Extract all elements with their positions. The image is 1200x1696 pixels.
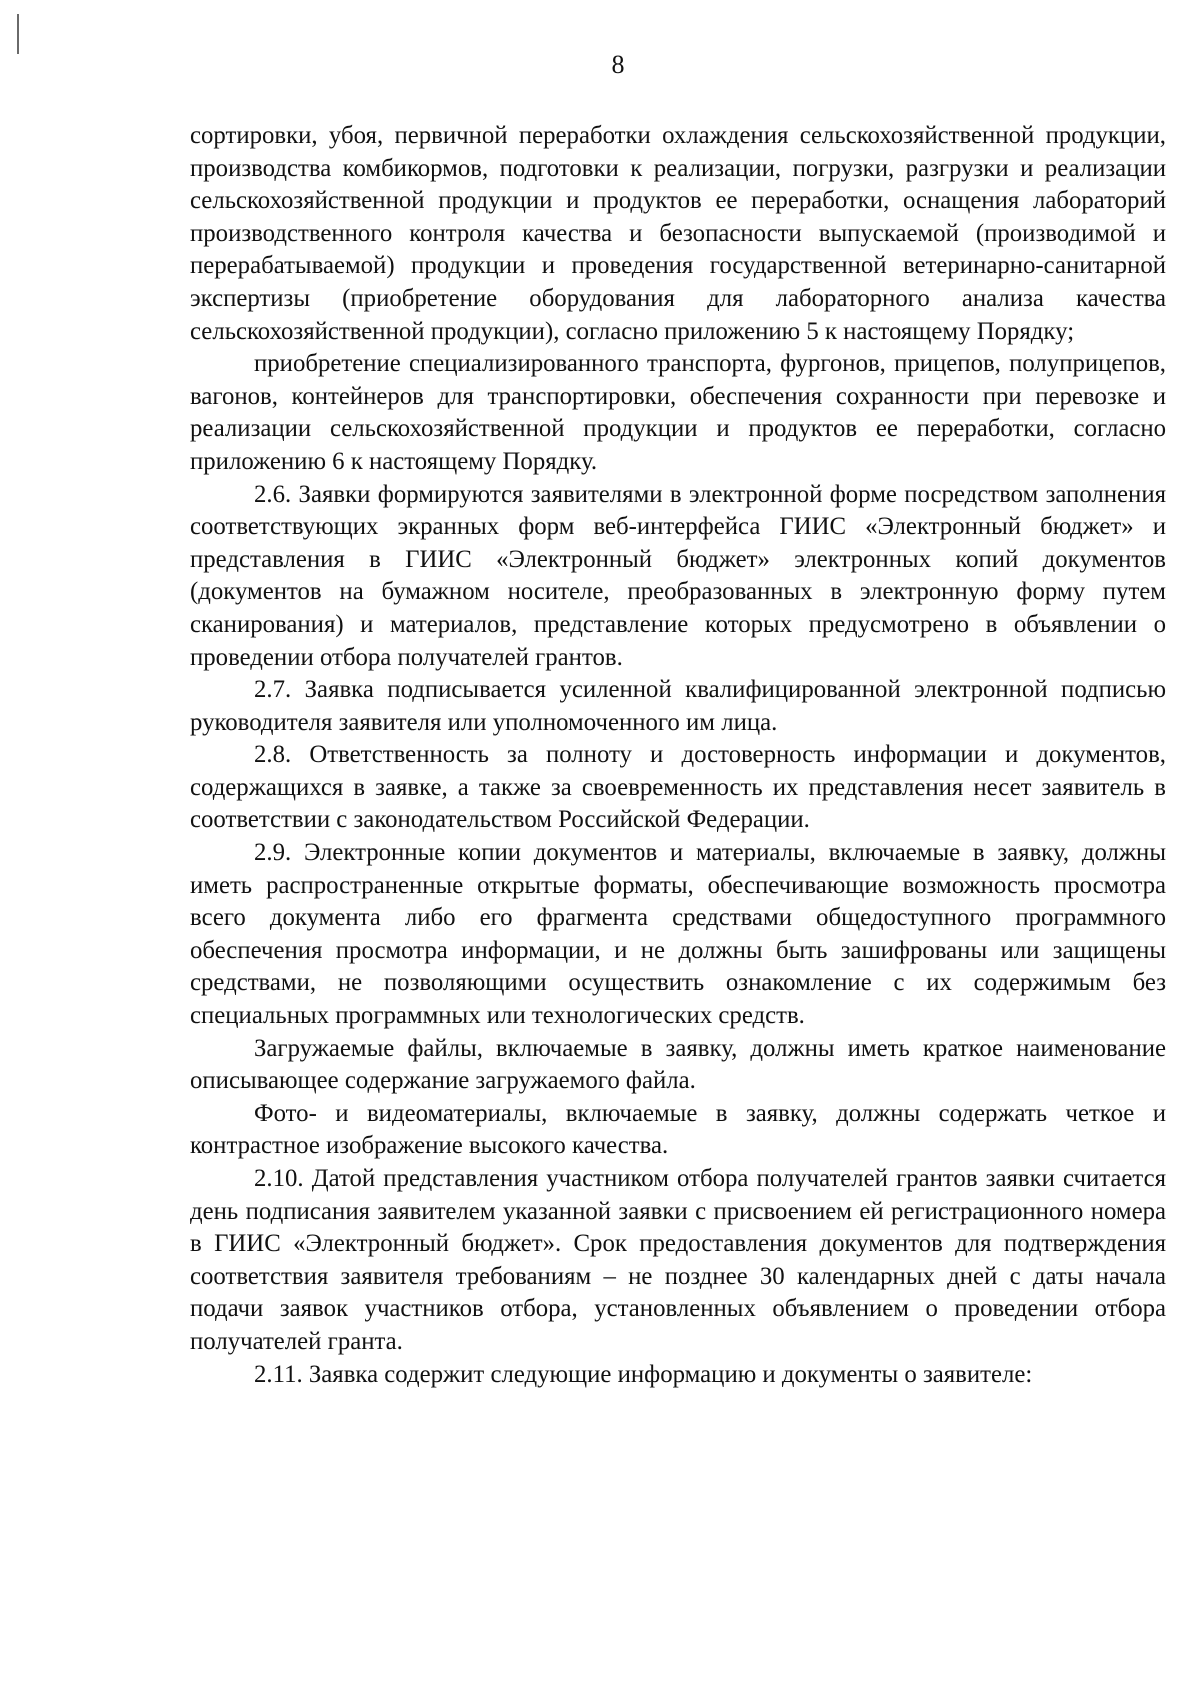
- paragraph-2-11: 2.11. Заявка содержит следующие информацию и документы о заявителе:: [254, 1360, 1033, 1388]
- paragraph-2-6: 2.6. Заявки формируются заявителями в электронной форме посредством заполнения соответствующих экранных форм веб-интерфейса ГИИС «Электронный бюджет» и представления в ГИИС «Электронный бюджет» электронных копий документов (документов на бумажном носителе, преобразованных в электронную форму путем сканирования) и материалов, представление которых предусмотрено в объявлении о проведении отбора получателей грантов.: [190, 480, 1166, 671]
- document-body: [190, 120, 1166, 1391]
- paragraph-continuation: сортировки, убоя, первичной переработки охлаждения сельскохозяйственной продукции, производства комбикормов, подготовки к реализации, погрузки, разгрузки и реализации сельскохозяйственной продукции и продуктов ее переработки, оснащения лабораторий производственного контроля качества и безопасности выпускаемой (производимой и перерабатываемой) продукции и проведения государственной ветеринарно-санитарной экспертизы (приобретение оборудования для лабораторного анализа качества сельскохозяйственной продукции), согласно приложению 5 к настоящему Порядку;: [190, 122, 1166, 345]
- paragraph-photo-video: Фото- и видеоматериалы, включаемые в заявку, должны содержать четкое и контрастное изображение высокого качества.: [190, 1099, 1166, 1160]
- paragraph-2-7: 2.7. Заявка подписывается усиленной квалифицированной электронной подписью руководителя заявителя или уполномоченного им лица.: [190, 676, 1166, 736]
- scan-margin-mark: [17, 14, 19, 54]
- paragraph-2-9: 2.9. Электронные копии документов и материалы, включаемые в заявку, должны иметь распространенные открытые форматы, обеспечивающие возможность просмотра всего документа либо его фрагмента средствами общедоступного программного обеспечения просмотра информации, и не должны быть зашифрованы или защищены средствами, не позволяющими осуществить ознакомление с их содержимым без специальных программных или технологических средств.: [190, 839, 1166, 1030]
- paragraph-2-10: 2.10. Датой представления участником отбора получателей грантов заявки считается день подписания заявителем указанной заявки с присвоением ей регистрационного номера в ГИИС «Электронный бюджет». Срок предоставления документов для подтверждения соответствия заявителя требованиям – не позднее 30 календарных дней с даты начала подачи заявок участников отбора, установленных объявлением о проведении отбора получателей гранта.: [190, 1165, 1166, 1355]
- page-number: 8: [611, 50, 625, 79]
- paragraph-transport: приобретение специализированного транспорта, фургонов, прицепов, полуприцепов, вагонов, контейнеров для транспортировки, обеспечения сохранности при перевозке и реализации сельскохозяйственной продукции и продуктов ее переработки, согласно приложению 6 к настоящему Порядку.: [190, 350, 1166, 475]
- paragraph-uploaded-files: Загружаемые файлы, включаемые в заявку, должны иметь краткое наименование описывающее содержание загружаемого файла.: [190, 1034, 1166, 1095]
- paragraph-2-8: 2.8. Ответственность за полноту и достоверность информации и документов, содержащихся в заявке, а также за своевременность их представления несет заявитель в соответствии с законодательством Российской Федерации.: [190, 741, 1166, 834]
